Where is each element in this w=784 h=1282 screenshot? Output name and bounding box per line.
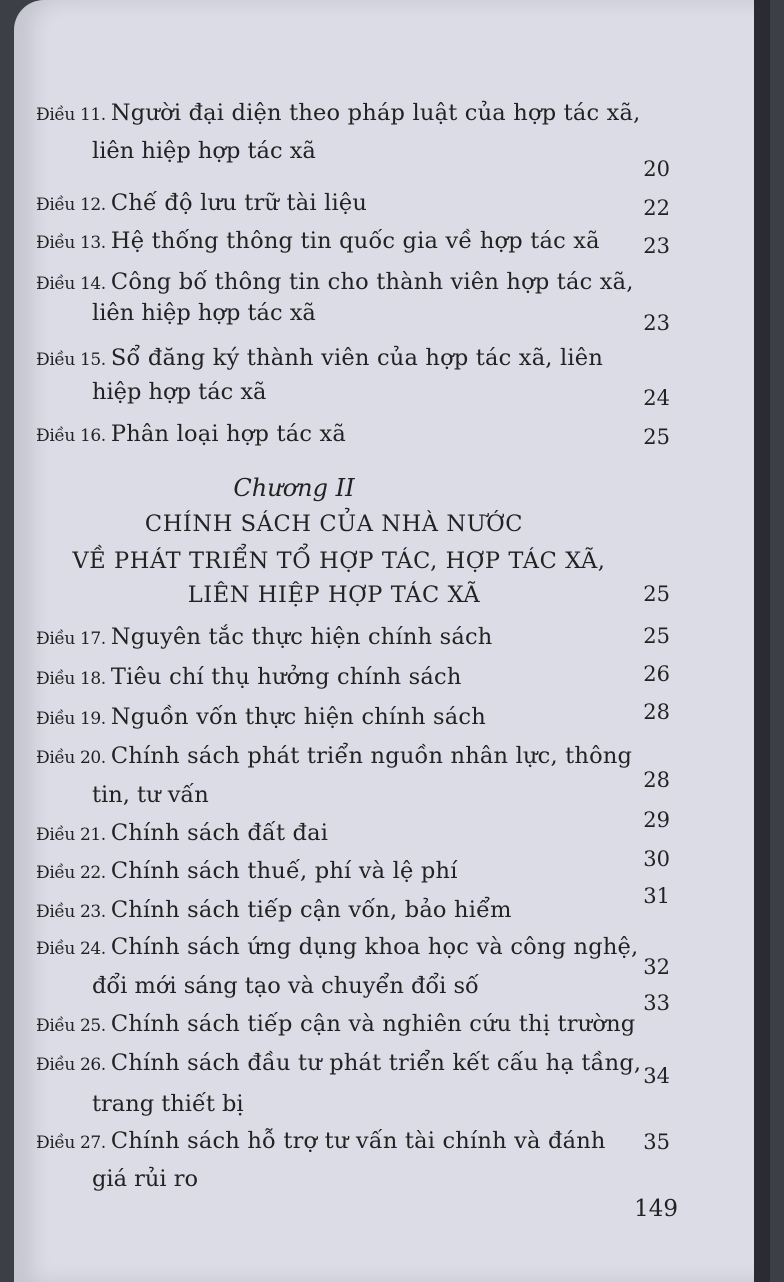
toc-title: Chính sách hỗ trợ tư vấn tài chính và đánh — [110, 1128, 606, 1154]
toc-page-number: 30 — [643, 847, 670, 871]
toc-entry-dieu-21 — [36, 820, 328, 846]
toc-label: Điều 26. — [36, 1055, 106, 1075]
toc-entry-dieu-18 — [36, 664, 462, 690]
toc-page-number: 29 — [643, 808, 670, 832]
page-edge-shadow — [754, 0, 770, 1282]
toc-title: Phân loại hợp tác xã — [110, 421, 347, 447]
toc-label: Điều 16. — [36, 426, 106, 446]
toc-entry-dieu-14 — [36, 269, 634, 295]
toc-page-number: 25 — [643, 624, 670, 648]
toc-title: Chính sách phát triển nguồn nhân lực, thông — [110, 743, 633, 769]
toc-page-number: 25 — [643, 425, 670, 449]
toc-label: Điều 27. — [36, 1133, 106, 1153]
toc-title: Chính sách tiếp cận và nghiên cứu thị trường — [110, 1011, 636, 1037]
toc-label: Điều 22. — [36, 863, 106, 883]
toc-title: Chính sách tiếp cận vốn, bảo hiểm — [110, 897, 512, 923]
toc-title-line2: tin, tư vấn — [92, 782, 209, 808]
toc-title-line2: trang thiết bị — [92, 1091, 244, 1117]
toc-title: Chính sách ứng dụng khoa học và công nghệ, — [110, 934, 639, 960]
toc-page-number: 22 — [643, 196, 670, 220]
toc-entry-dieu-27 — [36, 1128, 606, 1154]
toc-label: Điều 23. — [36, 902, 106, 922]
toc-title-line2: giá rủi ro — [92, 1166, 199, 1192]
toc-title: Công bố thông tin cho thành viên hợp tác xã, — [110, 269, 634, 295]
toc-title: Hệ thống thông tin quốc gia về hợp tác xã — [110, 228, 600, 254]
toc-title: Người đại diện theo pháp luật của hợp tác xã, — [110, 100, 641, 126]
toc-title: Chính sách thuế, phí và lệ phí — [110, 858, 458, 884]
chapter-page-number: 25 — [643, 582, 670, 606]
chapter-title-line1: CHÍNH SÁCH CỦA NHÀ NƯỚC — [144, 511, 524, 537]
toc-title: Tiêu chí thụ hưởng chính sách — [110, 664, 462, 690]
toc-label: Điều 12. — [36, 195, 106, 215]
toc-title-line2: liên hiệp hợp tác xã — [92, 138, 316, 164]
toc-entry-dieu-11 — [36, 100, 641, 126]
toc-label: Điều 25. — [36, 1016, 106, 1036]
toc-title-line2: liên hiệp hợp tác xã — [92, 300, 316, 326]
toc-page-number: 32 — [643, 955, 670, 979]
toc-label: Điều 14. — [36, 274, 106, 294]
toc-title: Chính sách đầu tư phát triển kết cấu hạ tầng, — [110, 1050, 642, 1076]
chapter-label: Chương II — [233, 474, 355, 502]
toc-page-number: 20 — [643, 157, 670, 181]
toc-title: Nguồn vốn thực hiện chính sách — [110, 704, 486, 730]
toc-entry-dieu-15 — [36, 345, 603, 371]
toc-entry-dieu-13 — [36, 228, 600, 254]
toc-page-number: 28 — [643, 700, 670, 724]
toc-label: Điều 19. — [36, 709, 106, 729]
toc-title-line2: đổi mới sáng tạo và chuyển đổi số — [92, 973, 479, 999]
toc-page-number: 33 — [643, 991, 670, 1015]
toc-entry-dieu-23 — [36, 897, 512, 923]
toc-entry-dieu-22 — [36, 858, 458, 884]
toc-page-number: 31 — [643, 884, 670, 908]
toc-entry-dieu-17 — [36, 624, 492, 650]
toc-entry-dieu-12 — [36, 190, 367, 216]
toc-entry-dieu-26 — [36, 1050, 641, 1076]
toc-label: Điều 15. — [36, 350, 106, 370]
toc-entry-dieu-25 — [36, 1011, 635, 1037]
chapter-title-line2: VỀ PHÁT TRIỂN TỔ HỢP TÁC, HỢP TÁC XÃ, — [72, 548, 606, 574]
toc-page-number: 34 — [643, 1064, 670, 1088]
toc-page-number: 28 — [643, 768, 670, 792]
toc-page-number: 26 — [643, 662, 670, 686]
toc-entry-dieu-24 — [36, 934, 638, 960]
toc-label: Điều 18. — [36, 669, 106, 689]
toc-label: Điều 24. — [36, 939, 106, 959]
toc-label: Điều 20. — [36, 748, 106, 768]
toc-title: Chế độ lưu trữ tài liệu — [110, 190, 368, 216]
toc-label: Điều 17. — [36, 629, 106, 649]
toc-page-number: 35 — [643, 1130, 670, 1154]
toc-title-line2: hiệp hợp tác xã — [92, 379, 267, 405]
book-page — [14, 0, 770, 1282]
toc-entry-dieu-20 — [36, 743, 632, 769]
toc-title: Nguyên tắc thực hiện chính sách — [110, 624, 493, 650]
toc-page-number: 24 — [643, 386, 670, 410]
toc-label: Điều 13. — [36, 233, 106, 253]
page-folio-number: 149 — [634, 1196, 678, 1222]
toc-page-number: 23 — [643, 311, 670, 335]
chapter-title-line3: LIÊN HIỆP HỢP TÁC XÃ — [187, 582, 481, 608]
toc-entry-dieu-19 — [36, 704, 486, 730]
toc-entry-dieu-16 — [36, 421, 346, 447]
toc-title: Chính sách đất đai — [110, 820, 329, 846]
toc-title: Sổ đăng ký thành viên của hợp tác xã, liên — [110, 345, 604, 371]
toc-page-number: 23 — [643, 234, 670, 258]
toc-label: Điều 11. — [36, 105, 106, 125]
toc-label: Điều 21. — [36, 825, 106, 845]
